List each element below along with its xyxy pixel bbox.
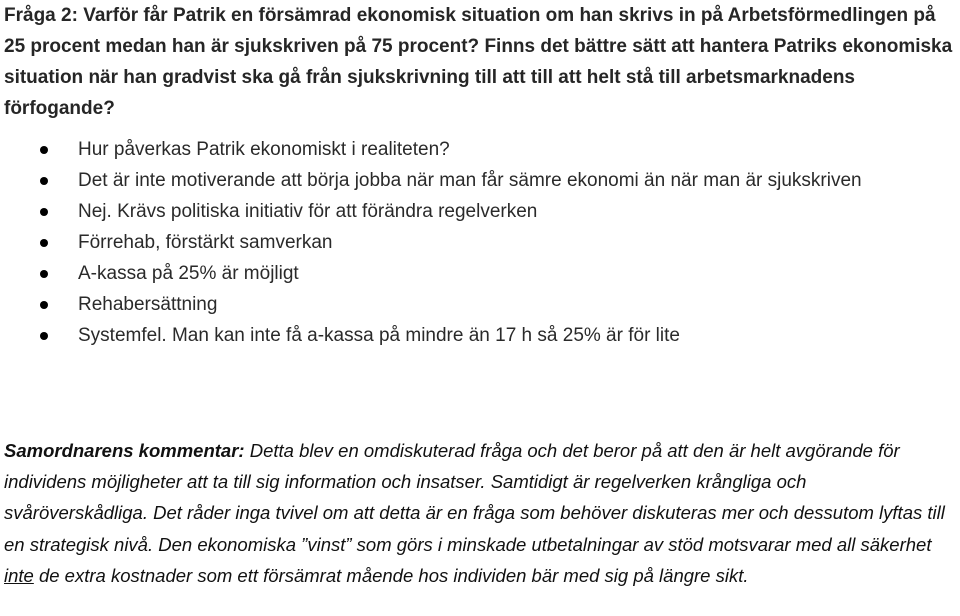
bullet-text: Förrehab, förstärkt samverkan	[78, 232, 333, 253]
bullet-dot-icon	[40, 177, 48, 185]
answer-bullet-list	[0, 134, 950, 351]
bullet-text: A-kassa på 25% är möjligt	[78, 263, 299, 284]
comment-label: Samordnarens kommentar:	[4, 440, 245, 461]
bullet-dot-icon	[40, 146, 48, 154]
bullet-item	[0, 134, 950, 165]
bullet-dot-icon	[40, 270, 48, 278]
bullet-dot-icon	[40, 332, 48, 340]
comment-text-after: de extra kostnader som ett försämrat mående hos individen bär med sig på längre sikt.	[33, 564, 749, 586]
bullet-item	[0, 289, 950, 320]
bullet-item	[0, 227, 950, 258]
bullet-dot-icon	[40, 208, 48, 216]
bullet-text: Systemfel. Man kan inte få a-kassa på mindre än 17 h så 25% är för lite	[78, 325, 680, 346]
bullet-item	[0, 165, 950, 196]
bullet-text: Rehabersättning	[78, 294, 218, 315]
bullet-item	[0, 320, 950, 351]
comment-underlined-word: inte	[4, 564, 34, 586]
bullet-text: Det är inte motiverande att börja jobba när man får sämre ekonomi än när man är sjukskriven	[78, 170, 862, 191]
bullet-item	[0, 258, 950, 289]
bullet-dot-icon	[40, 239, 48, 247]
bullet-dot-icon	[40, 301, 48, 309]
bullet-text: Nej. Krävs politiska initiativ för att förändra regelverken	[78, 201, 538, 222]
coordinator-comment	[4, 435, 954, 591]
bullet-item	[0, 196, 950, 227]
bullet-text: Hur påverkas Patrik ekonomiskt i realiteten?	[78, 139, 450, 160]
question-heading: Fråga 2: Varför får Patrik en försämrad ekonomisk situation om han skrivs in på Arbetsförmedlingen på 25 procent medan han är sjukskriven på 75 procent? Finns det bättre sätt att hantera Patriks ekonomiska situation när han gradvist ska gå från sjukskrivning till att till att helt stå till arbetsmarknadens förfogande?	[4, 5, 953, 119]
comment-text-before: Detta blev en omdiskuterad fråga och det beror på att den är helt avgörande för individens möjligheter att ta till sig information och insatser. Samtidigt är regelverken krångliga och svåröverskådliga. Det råder inga tvivel om att detta är en fråga som behöver diskuteras mer och dessutom lyftas till en strategisk nivå. Den ekonomiska ”vinst” som görs i minskade utbetalningar av stöd motsvarar med all säkerhet	[4, 440, 945, 555]
